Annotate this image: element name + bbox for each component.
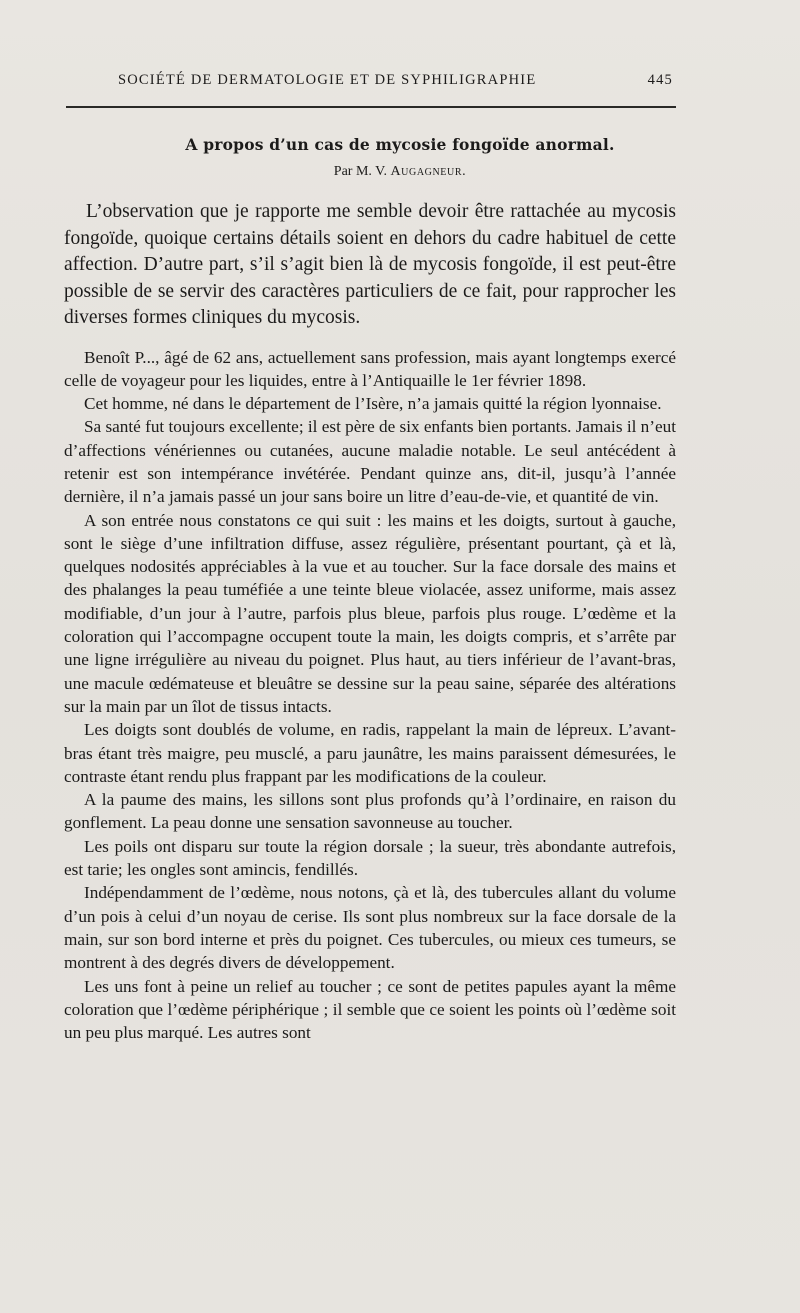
paragraph: Indépendamment de l’œdème, nous notons, çà et là, des tubercules allant du volume d’un pois à celui d’un noyau de cerise. Ils sont plus nombreux sur la face dorsale de la main, sur son bord interne et près du poignet. Ces tubercules, ou mieux ces tumeurs, se montrent à des degrés divers de développement.: [64, 883, 676, 973]
paragraph: A la paume des mains, les sillons sont plus profonds qu’à l’ordinaire, en raison du gonflement. La peau donne une sensation savonneuse au toucher.: [64, 790, 676, 833]
intro-section: [64, 199, 676, 332]
case-report: [64, 346, 676, 1045]
paragraph: Les uns font à peine un relief au toucher ; ce sont de petites papules ayant la même coloration que l’œdème périphérique ; il semble que ce soient les points où l’œdème soit un peu plus marqué. Les autres sont: [64, 976, 676, 1043]
intro-paragraph: L’observation que je rapporte me semble devoir être rattachée au mycosis fongoïde, quoique certains détails soient en dehors du cadre habituel de cette affection. D’autre part, s’il s’agit bien là de mycosis fongoïde, il est peut-être possible de se servir des caractères particuliers de ce fait, pour rapprocher les diverses formes cliniques du mycosis.: [64, 201, 676, 328]
paragraph: Benoît P..., âgé de 62 ans, actuellement sans profession, mais ayant longtemps exercé celle de voyageur pour les liquides, entre à l’Antiquaille le 1er février 1898.: [64, 347, 676, 390]
paragraph: Les doigts sont doublés de volume, en radis, rappelant la main de lépreux. L’avant-bras étant très maigre, peu musclé, a paru jaunâtre, les mains paraissent démesurées, le contraste étant rendu plus frappant par les modifications de la couleur.: [64, 720, 676, 786]
paragraph: Sa santé fut toujours excellente; il est père de six enfants bien portants. Jamais il n’eut d’affections vénériennes ou cutanées, aucune maladie notable. Le seul antécédent à retenir est son intempérance invétérée. Pendant quinze ans, dit-il, jusqu’à l’année dernière, il n’a jamais passé un jour sans boire un litre d’eau-de-vie, et quantité de vin.: [64, 417, 676, 507]
article-byline: [0, 164, 800, 180]
running-header: [118, 72, 673, 89]
paragraph: A son entrée nous constatons ce qui suit : les mains et les doigts, surtout à gauche, sont le siège d’une infiltration diffuse, assez régulière, présentant pourtant, çà et là, quelques nodosités appréciables à la vue et au toucher. Sur la face dorsale des mains et des phalanges la peau tuméfiée a une teinte bleue violacée, assez uniforme, mais assez modifiable, d’un jour à l’autre, parfois plus bleue, parfois plus rouge. L’œdème et la coloration qui l’accompagne occupent toute la main, les doigts compris, et s’arrête par une ligne irrégulière au niveau du poignet. Plus haut, au tiers inférieur de l’avant-bras, une macule œdémateuse et bleuâtre se dessine sur la peau saine, séparée des altérations sur la main par un îlot de tissus intacts.: [64, 510, 676, 716]
author-name: Augagneur.: [390, 164, 467, 179]
article-body: [64, 199, 676, 1044]
page-number: 445: [647, 72, 673, 88]
header-rule: [66, 106, 676, 108]
paragraph: Cet homme, né dans le département de l’Isère, n’a jamais quitté la région lyonnaise.: [84, 394, 662, 414]
article-title: A propos d’un cas de mycosie fongoïde anormal.: [185, 135, 615, 154]
running-title: SOCIÉTÉ DE DERMATOLOGIE ET DE SYPHILIGRAPHIE: [118, 72, 537, 88]
paragraph: Les poils ont disparu sur toute la région dorsale ; la sueur, très abondante autrefois, est tarie; les ongles sont amincis, fendillés.: [64, 836, 676, 880]
author-prefix: Par M. V.: [333, 164, 391, 179]
